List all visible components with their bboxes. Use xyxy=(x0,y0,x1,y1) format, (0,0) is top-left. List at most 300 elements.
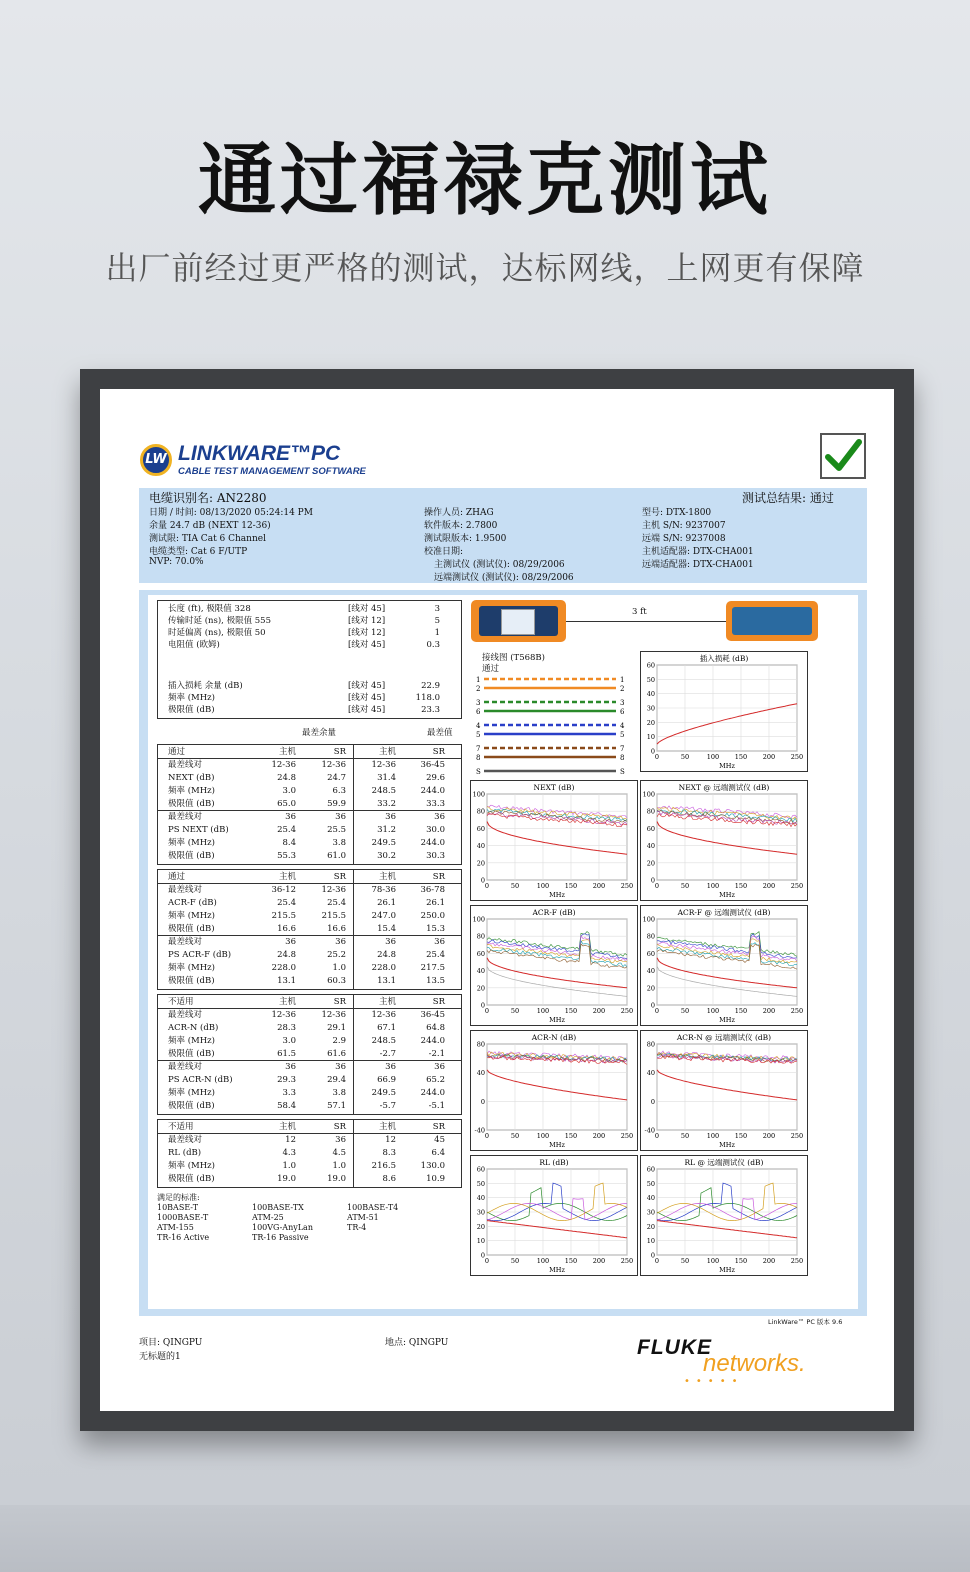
y-tick-label: 100 xyxy=(642,915,655,924)
cell-label: PS NEXT (dB) xyxy=(168,825,229,835)
chart-rl-main xyxy=(470,1155,638,1276)
cell-label: 不适用 xyxy=(168,1122,194,1132)
cell-value: 6.3 xyxy=(332,786,346,796)
standard-item: 100BASE-T4 xyxy=(347,1203,399,1212)
result-table xyxy=(157,1119,462,1188)
x-tick-label: 0 xyxy=(654,1007,660,1015)
cell-value: 61.0 xyxy=(327,851,346,861)
limit-version: 测试限版本: 1.9500 xyxy=(424,534,507,544)
summary-pair: [线对 12] xyxy=(348,628,386,638)
cell-value: SR xyxy=(333,747,346,757)
pair-curve xyxy=(657,934,797,958)
cell-value: 244.0 xyxy=(420,1036,445,1046)
networks-logo: networks. xyxy=(703,1350,806,1377)
wiremap-status: 通过 xyxy=(482,664,500,674)
y-tick-label: 40 xyxy=(646,690,655,699)
y-tick-label: 80 xyxy=(476,807,485,816)
plot-area xyxy=(487,794,627,880)
x-tick-label: 200 xyxy=(592,1007,606,1015)
x-tick-label: 200 xyxy=(592,1132,606,1140)
cell-value: SR xyxy=(333,872,346,882)
logo-name: LINKWARE™PC xyxy=(178,442,341,465)
operator: 操作人员: ZHAG xyxy=(424,508,494,518)
cell-value: 2.9 xyxy=(332,1036,346,1046)
cell-value: 244.0 xyxy=(420,838,445,848)
cell-value: 36 xyxy=(285,1062,296,1072)
summary-value: 22.9 xyxy=(421,681,440,691)
cell-value: 主机 xyxy=(378,872,396,882)
cell-value: 25.4 xyxy=(426,950,445,960)
cell-value: 24.8 xyxy=(377,950,396,960)
table-row xyxy=(158,949,461,961)
cell-value: 25.5 xyxy=(327,825,346,835)
cell-value: 12-36 xyxy=(321,760,346,770)
cell-value: 217.5 xyxy=(420,963,445,973)
cell-value: 12-36 xyxy=(321,885,346,895)
pin-label: 7 xyxy=(476,745,481,753)
chart-acrn-remote xyxy=(640,1030,808,1151)
cell-value: 16.6 xyxy=(277,924,296,934)
cell-value: 主机 xyxy=(378,997,396,1007)
cell-value: 36-45 xyxy=(420,760,445,770)
remote-adapter: 远端适配器: DTX-CHA001 xyxy=(642,560,754,570)
cell-label: 频率 (MHz) xyxy=(168,963,215,973)
cell-value: 29.3 xyxy=(277,1075,296,1085)
cell-value: 57.1 xyxy=(327,1101,346,1111)
table-row xyxy=(158,1035,461,1047)
cell-value: 29.1 xyxy=(327,1023,346,1033)
cell-value: 36 xyxy=(434,812,445,822)
summary-row xyxy=(158,692,461,704)
pin-label: 2 xyxy=(620,685,625,693)
cell-value: 8.4 xyxy=(282,838,296,848)
cell-label: 极限值 (dB) xyxy=(168,976,215,986)
margin: 余量 24.7 dB (NEXT 12-36) xyxy=(149,521,271,531)
x-tick-label: 150 xyxy=(734,1132,748,1140)
pair-curve xyxy=(487,1199,627,1220)
cell-value: 12 xyxy=(285,1135,296,1145)
standard-item: 10BASE-T xyxy=(157,1203,199,1212)
x-tick-label: 150 xyxy=(734,1257,748,1265)
chart-title: ACR-N @ 远端测试仪 (dB) xyxy=(676,1033,772,1042)
cell-label: 频率 (MHz) xyxy=(168,911,215,921)
cell-value: 12-36 xyxy=(371,760,396,770)
pass-check-icon xyxy=(820,433,866,479)
cell-value: 30.3 xyxy=(426,851,445,861)
cell-label: 最差线对 xyxy=(168,1135,203,1145)
nvp: NVP: 70.0% xyxy=(149,557,204,567)
x-tick-label: 150 xyxy=(734,753,748,761)
summary-pair: [线对 45] xyxy=(348,604,386,614)
cell-value: 36-12 xyxy=(271,885,296,895)
cell-value: 25.2 xyxy=(327,950,346,960)
x-tick-label: 100 xyxy=(536,1132,550,1140)
overall-result: 测试总结果: 通过 xyxy=(742,491,834,505)
y-tick-label: 20 xyxy=(646,718,655,727)
cell-label: ACR-F (dB) xyxy=(168,898,217,908)
summary-value: 118.0 xyxy=(415,693,440,703)
cell-label: 极限值 (dB) xyxy=(168,799,215,809)
logo-tagline: CABLE TEST MANAGEMENT SOFTWARE xyxy=(178,466,366,477)
calibration-date: 校准日期: xyxy=(424,547,464,557)
x-tick-label: 200 xyxy=(762,1257,776,1265)
cell-value: 主机 xyxy=(378,747,396,757)
x-tick-label: 250 xyxy=(790,882,804,890)
cell-value: 250.0 xyxy=(420,911,445,921)
chart-acrn-main xyxy=(470,1030,638,1151)
cell-value: 244.0 xyxy=(420,1088,445,1098)
cell-value: 36 xyxy=(385,1062,396,1072)
cell-value: 228.0 xyxy=(371,963,396,973)
x-tick-label: 250 xyxy=(620,1132,634,1140)
table-row xyxy=(158,1100,461,1112)
x-tick-label: 100 xyxy=(706,1257,720,1265)
cell-value: -2.7 xyxy=(379,1049,396,1059)
x-tick-label: 100 xyxy=(536,882,550,890)
cell-value: 36 xyxy=(385,937,396,947)
limit-curve xyxy=(657,822,797,855)
wiremap xyxy=(470,649,636,777)
cell-label: 不适用 xyxy=(168,997,194,1007)
x-tick-label: 200 xyxy=(592,1257,606,1265)
chart-plot xyxy=(471,906,637,1025)
cable-distance: 3 ft xyxy=(632,607,647,617)
pin-label: 4 xyxy=(476,722,481,730)
summary-label: 传输时延 (ns), 极限值 555 xyxy=(168,616,272,626)
x-tick-label: 50 xyxy=(510,1257,520,1265)
x-tick-label: 200 xyxy=(592,882,606,890)
pin-label: 8 xyxy=(476,754,481,762)
y-tick-label: 40 xyxy=(646,967,655,976)
x-axis-label: MHz xyxy=(549,1266,565,1274)
y-tick-label: -40 xyxy=(644,1126,655,1135)
table-row xyxy=(158,837,461,849)
cell-value: SR xyxy=(333,1122,346,1132)
x-tick-label: 200 xyxy=(762,1007,776,1015)
limit-curve xyxy=(657,704,797,744)
cell-value: 36 xyxy=(335,1062,346,1072)
cell-value: 主机 xyxy=(278,997,296,1007)
cell-value: 1.0 xyxy=(282,1161,296,1171)
y-tick-label: 80 xyxy=(476,1040,485,1049)
cable-line xyxy=(566,621,726,622)
chart-title: ACR-F @ 远端测试仪 (dB) xyxy=(677,908,771,917)
y-tick-label: 10 xyxy=(476,1237,485,1246)
main-sn: 主机 S/N: 9237007 xyxy=(642,521,726,531)
cell-value: SR xyxy=(432,747,445,757)
summary-row xyxy=(158,639,461,651)
cell-label: 通过 xyxy=(168,872,186,882)
x-axis-label: MHz xyxy=(719,891,735,899)
y-tick-label: 30 xyxy=(646,1208,655,1217)
x-tick-label: 0 xyxy=(484,882,490,890)
y-tick-label: 20 xyxy=(646,984,655,993)
cell-value: SR xyxy=(432,872,445,882)
y-tick-label: 60 xyxy=(476,1165,485,1174)
banner-title: 通过福禄克测试 xyxy=(197,136,772,226)
cell-value: 59.9 xyxy=(327,799,346,809)
y-tick-label: 60 xyxy=(476,949,485,958)
cell-label: 最差线对 xyxy=(168,812,203,822)
x-tick-label: 250 xyxy=(790,1257,804,1265)
table-row xyxy=(158,1061,461,1073)
pin-label: 7 xyxy=(620,745,625,753)
site: 地点: QINGPU xyxy=(385,1338,449,1348)
cell-value: 67.1 xyxy=(377,1023,396,1033)
logo-badge: LW xyxy=(140,444,172,476)
fluke-logo: FLUKE xyxy=(637,1336,712,1359)
summary-row xyxy=(158,680,461,692)
y-tick-label: 30 xyxy=(646,704,655,713)
standard-item: ATM-51 xyxy=(347,1213,379,1222)
cell-value: 4.3 xyxy=(282,1148,296,1158)
chart-plot xyxy=(641,906,807,1025)
cell-label: 极限值 (dB) xyxy=(168,1049,215,1059)
cell-label: 极限值 (dB) xyxy=(168,851,215,861)
column-divider xyxy=(353,1120,354,1187)
standard-item: 100VG-AnyLan xyxy=(252,1223,313,1232)
x-tick-label: 150 xyxy=(564,882,578,890)
cell-value: SR xyxy=(432,997,445,1007)
cell-label: 频率 (MHz) xyxy=(168,1161,215,1171)
cell-value: 13.5 xyxy=(426,976,445,986)
date-time: 日期 / 时间: 08/13/2020 05:24:14 PM xyxy=(149,508,313,518)
cell-label: 极限值 (dB) xyxy=(168,924,215,934)
cell-label: 最差线对 xyxy=(168,937,203,947)
cell-value: 3.0 xyxy=(282,786,296,796)
y-tick-label: 40 xyxy=(646,1194,655,1203)
cell-value: 61.5 xyxy=(277,1049,296,1059)
y-tick-label: 80 xyxy=(646,932,655,941)
table-row xyxy=(158,975,461,987)
cell-value: 16.6 xyxy=(327,924,346,934)
summary-label: 长度 (ft), 极限值 328 xyxy=(168,604,251,614)
x-tick-label: 200 xyxy=(762,753,776,761)
x-axis-label: MHz xyxy=(719,1141,735,1149)
chart-acrf-main xyxy=(470,905,638,1026)
x-axis-label: MHz xyxy=(549,891,565,899)
chart-title: ACR-F (dB) xyxy=(532,908,576,917)
x-tick-label: 250 xyxy=(620,1257,634,1265)
pair-curve xyxy=(657,1183,797,1221)
y-tick-label: 60 xyxy=(646,1165,655,1174)
cell-value: 4.5 xyxy=(332,1148,346,1158)
cell-value: 36 xyxy=(434,1062,445,1072)
summary-row xyxy=(158,615,461,627)
cell-value: 64.8 xyxy=(426,1023,445,1033)
y-tick-label: 40 xyxy=(646,1069,655,1078)
remote-tester-image xyxy=(726,601,818,641)
x-tick-label: 0 xyxy=(654,882,660,890)
cell-value: 36 xyxy=(434,937,445,947)
y-tick-label: 0 xyxy=(480,1097,485,1106)
chart-acrf-remote xyxy=(640,905,808,1026)
cell-value: SR xyxy=(432,1122,445,1132)
y-tick-label: 40 xyxy=(476,967,485,976)
cell-label: 极限值 (dB) xyxy=(168,1101,215,1111)
cell-label: 频率 (MHz) xyxy=(168,1036,215,1046)
summary-label: 极限值 (dB) xyxy=(168,705,215,715)
chart-title: RL (dB) xyxy=(539,1158,569,1167)
cell-value: 12-36 xyxy=(321,1010,346,1020)
table-row xyxy=(158,910,461,922)
cell-label: 频率 (MHz) xyxy=(168,786,215,796)
standards-title: 满足的标准: xyxy=(157,1193,200,1202)
pair-curve xyxy=(657,945,797,970)
cell-label: 最差线对 xyxy=(168,1062,203,1072)
table-row xyxy=(158,1074,461,1086)
plot-area xyxy=(657,919,797,1005)
cell-value: 24.8 xyxy=(277,950,296,960)
table-row xyxy=(158,962,461,974)
summary-label: 频率 (MHz) xyxy=(168,693,215,703)
cell-value: 主机 xyxy=(278,872,296,882)
cell-value: 24.7 xyxy=(327,773,346,783)
cell-label: 最差线对 xyxy=(168,760,203,770)
cell-value: 228.0 xyxy=(271,963,296,973)
table-header xyxy=(158,871,461,883)
cell-value: 12 xyxy=(385,1135,396,1145)
y-tick-label: 20 xyxy=(646,1222,655,1231)
cell-value: 31.2 xyxy=(377,825,396,835)
y-tick-label: 100 xyxy=(472,790,485,799)
cell-value: 247.0 xyxy=(371,911,396,921)
x-tick-label: 0 xyxy=(654,1257,660,1265)
y-tick-label: 20 xyxy=(476,859,485,868)
pin-label: 3 xyxy=(476,699,481,707)
cable-type: 电缆类型: Cat 6 F/UTP xyxy=(149,547,248,557)
pair-curve xyxy=(657,814,797,827)
cell-value: 19.0 xyxy=(277,1174,296,1184)
x-tick-label: 200 xyxy=(762,882,776,890)
x-tick-label: 250 xyxy=(790,1007,804,1015)
x-tick-label: 200 xyxy=(762,1132,776,1140)
cell-value: 8.3 xyxy=(382,1148,396,1158)
cell-value: 12-36 xyxy=(371,1010,396,1020)
x-tick-label: 150 xyxy=(564,1257,578,1265)
x-tick-label: 0 xyxy=(654,753,660,761)
standard-item: 100BASE-TX xyxy=(252,1203,304,1212)
cell-label: 最差线对 xyxy=(168,1010,203,1020)
cell-value: 36 xyxy=(385,812,396,822)
x-tick-label: 250 xyxy=(790,753,804,761)
chart-title: RL @ 远端测试仪 (dB) xyxy=(684,1158,764,1167)
x-tick-label: 250 xyxy=(790,1132,804,1140)
wiremap-title: 接线图 (T568B) xyxy=(482,653,545,663)
x-tick-label: 0 xyxy=(654,1132,660,1140)
cell-value: 36 xyxy=(285,812,296,822)
test-limit: 测试限: TIA Cat 6 Channel xyxy=(149,534,266,544)
cell-value: 19.0 xyxy=(327,1174,346,1184)
y-tick-label: 30 xyxy=(476,1208,485,1217)
cell-value: 主机 xyxy=(278,1122,296,1132)
untitled-label: 无标题的1 xyxy=(139,1352,181,1362)
cell-value: 26.1 xyxy=(426,898,445,908)
cell-value: 10.9 xyxy=(426,1174,445,1184)
cell-value: 33.3 xyxy=(426,799,445,809)
cell-value: 25.4 xyxy=(327,898,346,908)
summary-label: 插入损耗 余量 (dB) xyxy=(168,681,243,691)
y-tick-label: -40 xyxy=(474,1126,485,1135)
pair-curve xyxy=(657,1199,797,1220)
result-table xyxy=(157,994,462,1115)
cell-value: 36 xyxy=(285,937,296,947)
x-tick-label: 50 xyxy=(680,753,690,761)
linkware-logo xyxy=(140,444,380,484)
standard-item: ATM-155 xyxy=(157,1223,194,1232)
pin-label: 4 xyxy=(620,722,625,730)
remote-sn: 远端 S/N: 9237008 xyxy=(642,534,726,544)
result-table xyxy=(157,744,462,865)
cell-value: 30.2 xyxy=(377,851,396,861)
column-divider xyxy=(353,745,354,864)
x-tick-label: 50 xyxy=(510,1007,520,1015)
cell-value: 13.1 xyxy=(277,976,296,986)
worst-value-label: 最差值 xyxy=(427,728,453,738)
table-row xyxy=(158,1009,461,1021)
limit-curve xyxy=(487,822,627,855)
cell-label: 通过 xyxy=(168,747,186,757)
cell-value: 61.6 xyxy=(327,1049,346,1059)
y-tick-label: 20 xyxy=(476,984,485,993)
chart-plot xyxy=(471,781,637,900)
pin-label: S xyxy=(476,768,481,776)
table-header xyxy=(158,1121,461,1133)
cell-label: NEXT (dB) xyxy=(168,773,215,783)
x-tick-label: 100 xyxy=(706,882,720,890)
y-tick-label: 100 xyxy=(472,915,485,924)
chart-plot xyxy=(641,1156,807,1275)
table-row xyxy=(158,1147,461,1159)
cell-value: 30.0 xyxy=(426,825,445,835)
cell-value: 130.0 xyxy=(420,1161,445,1171)
column-divider xyxy=(353,870,354,989)
y-tick-label: 50 xyxy=(646,1179,655,1188)
table-row xyxy=(158,884,461,896)
chart-title: 插入损耗 (dB) xyxy=(699,654,749,663)
cell-value: 65.2 xyxy=(426,1075,445,1085)
cell-value: 29.6 xyxy=(426,773,445,783)
cell-value: 26.1 xyxy=(377,898,396,908)
y-tick-label: 20 xyxy=(646,859,655,868)
y-tick-label: 40 xyxy=(646,842,655,851)
chart-next-remote xyxy=(640,780,808,901)
cell-value: 216.5 xyxy=(371,1161,396,1171)
cell-value: -2.1 xyxy=(428,1049,445,1059)
plot-area xyxy=(657,794,797,880)
cell-value: 24.8 xyxy=(277,773,296,783)
cell-value: 3.8 xyxy=(332,1088,346,1098)
x-tick-label: 100 xyxy=(536,1257,550,1265)
limit-curve xyxy=(657,1221,797,1238)
x-tick-label: 50 xyxy=(680,1257,690,1265)
table-row xyxy=(158,1048,461,1060)
wiremap-lines xyxy=(470,649,636,777)
cell-value: 1.0 xyxy=(332,963,346,973)
chart-rl-remote xyxy=(640,1155,808,1276)
cell-value: 65.0 xyxy=(277,799,296,809)
pin-label: 2 xyxy=(476,685,481,693)
standard-item: TR-16 Passive xyxy=(252,1233,309,1242)
software-version-footer: LinkWare™ PC 版本 9.6 xyxy=(768,1318,843,1326)
summary-value: 1 xyxy=(434,628,440,638)
table-row xyxy=(158,1173,461,1185)
cell-label: 最差线对 xyxy=(168,885,203,895)
cell-value: 36-78 xyxy=(420,885,445,895)
cell-value: 249.5 xyxy=(371,838,396,848)
pin-label: S xyxy=(620,768,625,776)
summary-label: 时延偏离 (ns), 极限值 50 xyxy=(168,628,266,638)
